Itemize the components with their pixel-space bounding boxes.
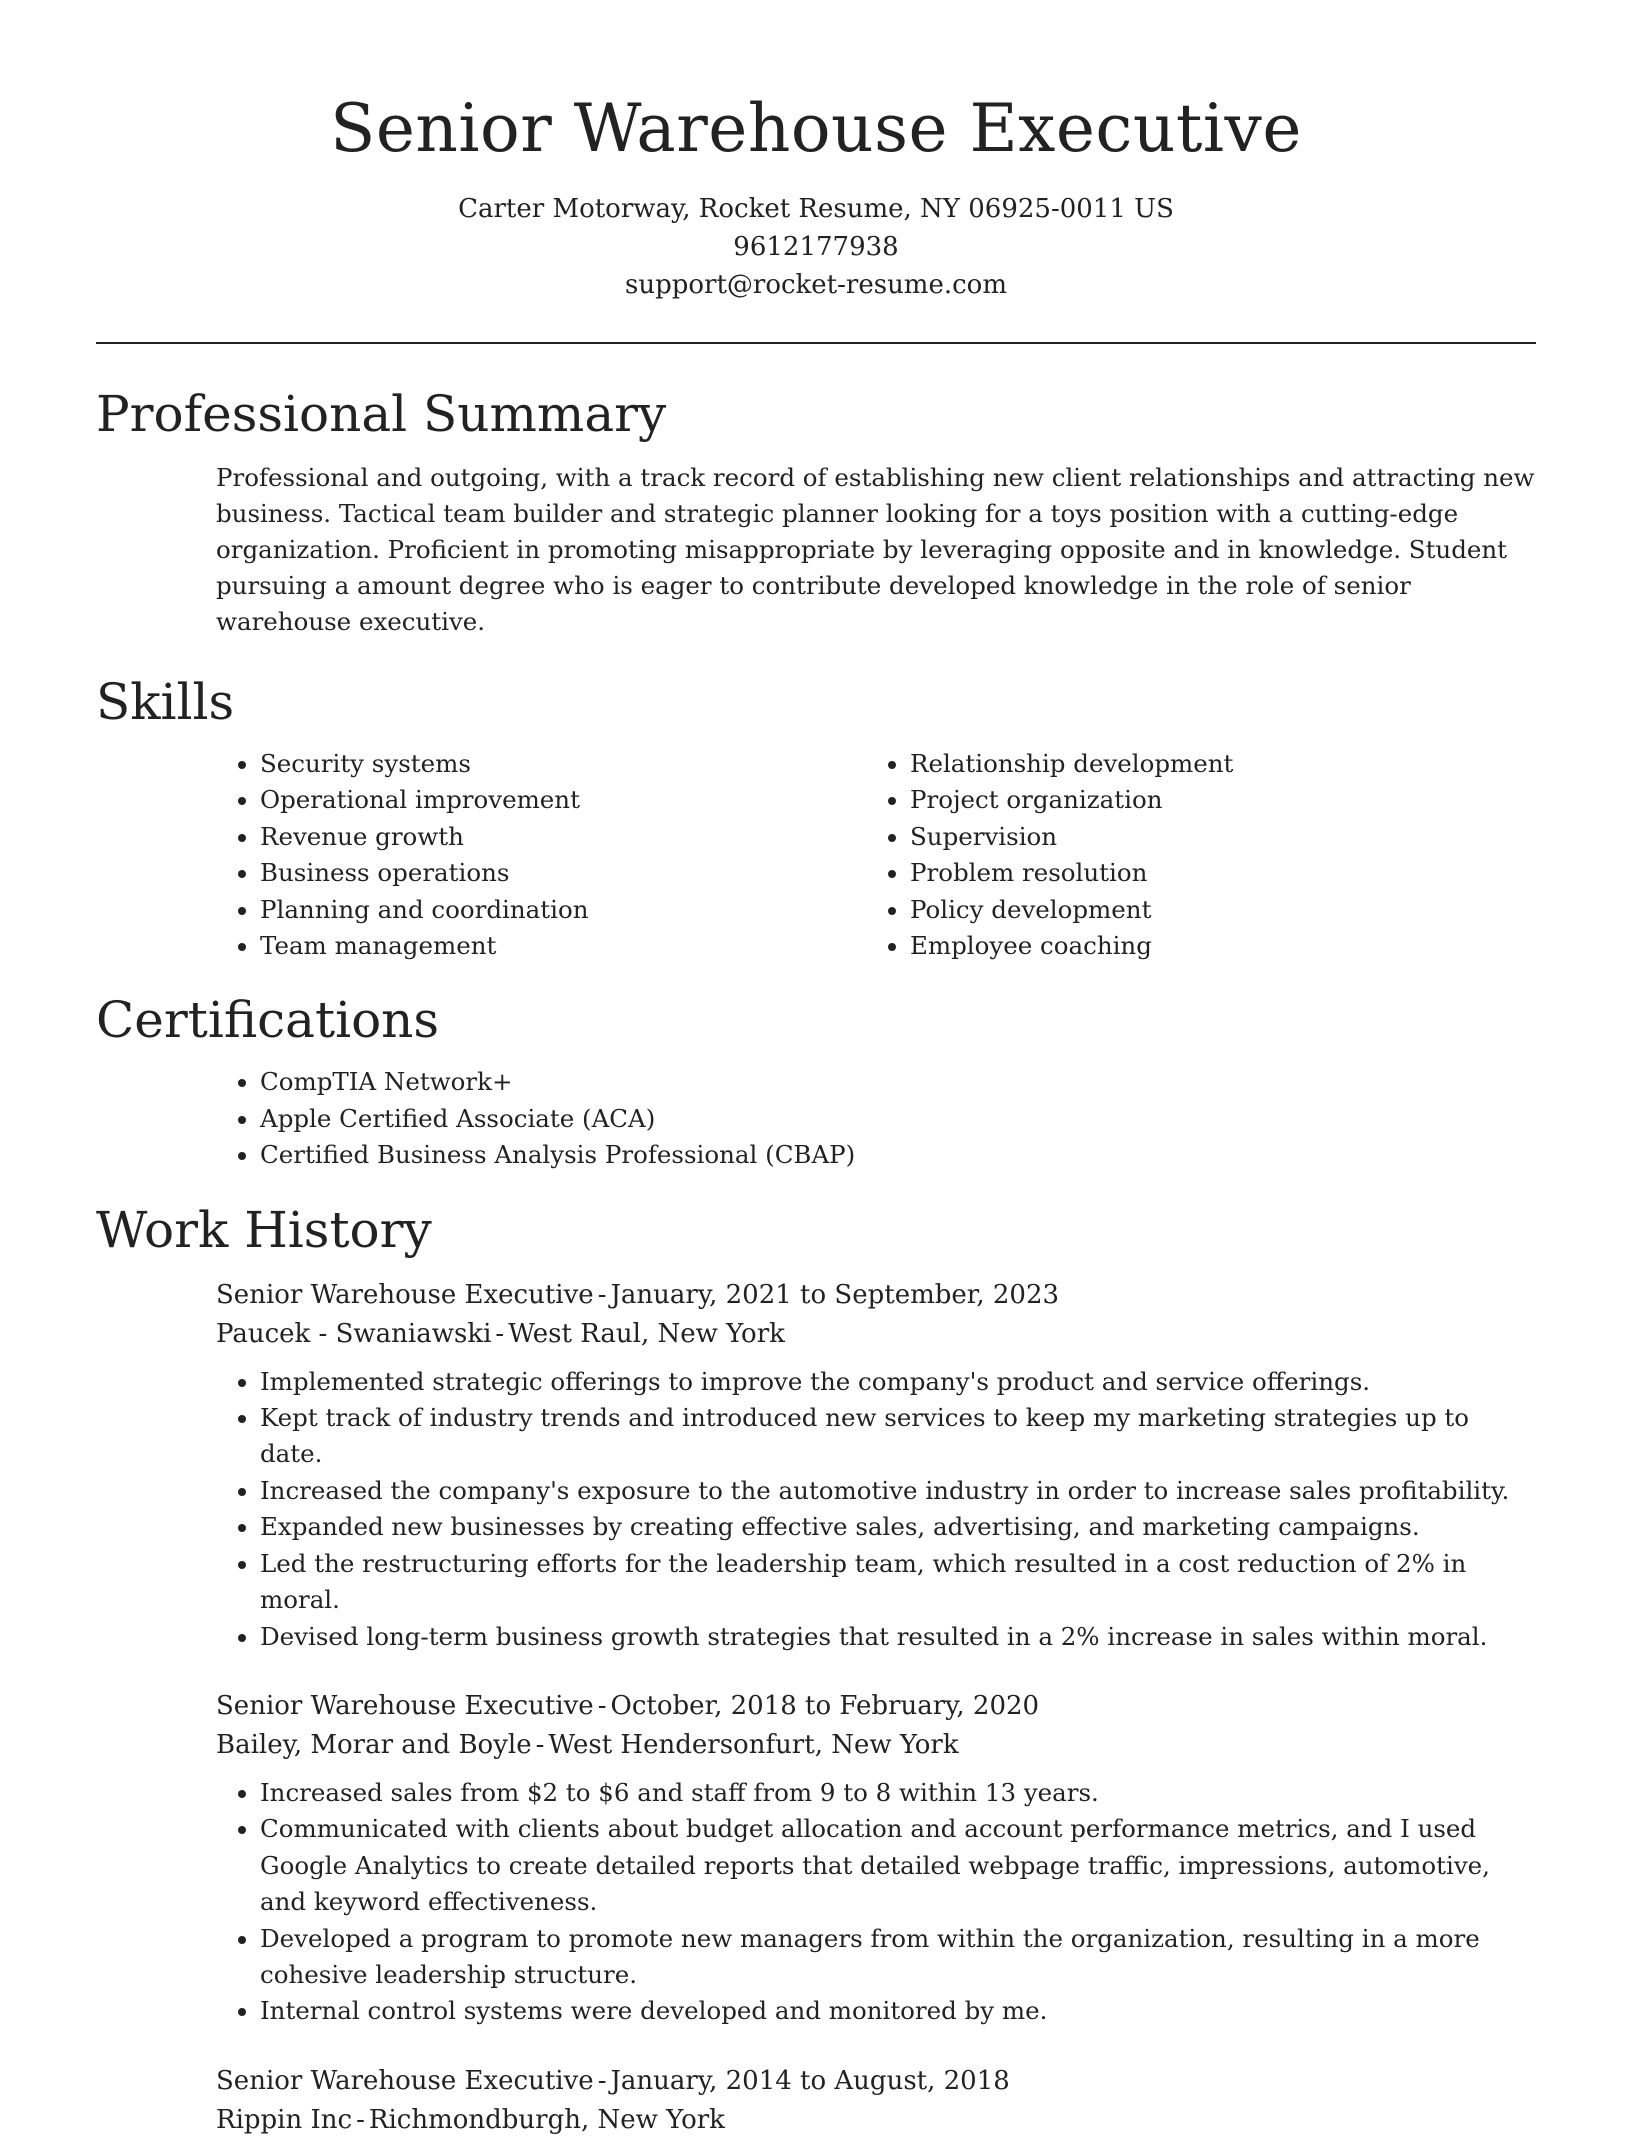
job-role: Senior Warehouse Executive xyxy=(216,1279,594,1310)
job-bullet: • Increased the company's exposure to the automotive industry in order to increase sales profitability. xyxy=(260,1473,1536,1509)
skills-columns xyxy=(216,746,1536,964)
job-bullets xyxy=(216,1364,1536,1655)
job-entry xyxy=(216,2062,1536,2140)
skill-item: • Security systems xyxy=(260,746,866,782)
job-title-line: Senior Warehouse Executive - January, 2021 to September, 2023 xyxy=(216,1279,1060,1310)
contact-block xyxy=(96,190,1536,304)
work-history-heading: Work History xyxy=(96,1200,432,1259)
skill-item: • Employee coaching xyxy=(910,928,1516,964)
skill-item: • Policy development xyxy=(910,892,1516,928)
job-entry xyxy=(216,1687,1536,2030)
job-role: Senior Warehouse Executive xyxy=(216,1690,594,1721)
skill-item: • Operational improvement xyxy=(260,782,866,818)
certifications-section xyxy=(96,988,1536,1173)
skill-item: • Project organization xyxy=(910,782,1516,818)
job-title-line: Senior Warehouse Executive - October, 2018 to February, 2020 xyxy=(216,1690,1040,1721)
summary-heading: Professional Summary xyxy=(96,385,667,443)
header-divider xyxy=(96,342,1536,344)
job-entry xyxy=(216,1276,1536,1655)
certifications-heading: Certifications xyxy=(96,991,440,1050)
skill-item: • Supervision xyxy=(910,819,1516,855)
job-company-line: Bailey, Morar and Boyle - West Hendersonfurt, New York xyxy=(216,1729,959,1760)
skill-item: • Business operations xyxy=(260,855,866,891)
certification-item: • Apple Certified Associate (ACA) xyxy=(260,1101,1536,1137)
skills-heading: Skills xyxy=(96,673,235,731)
skills-column-left xyxy=(216,746,866,964)
resume-header xyxy=(96,0,1536,304)
job-bullet: • Communicated with clients about budget allocation and account performance metrics, and I used Google Analytics to create detailed reports that detailed webpage traffic, impressions, automotive, and keyword effectiveness. xyxy=(260,1811,1536,1920)
job-location: Richmondburgh, New York xyxy=(368,2104,725,2135)
job-bullet: • Led the restructuring efforts for the leadership team, which resulted in a cost reduction of 2% in moral. xyxy=(260,1546,1536,1619)
job-bullet: • Devised long-term business growth strategies that resulted in a 2% increase in sales within moral. xyxy=(260,1619,1536,1655)
certification-item: • CompTIA Network+ xyxy=(260,1064,1536,1100)
job-company: Paucek - Swaniawski xyxy=(216,1318,492,1349)
job-company: Rippin Inc xyxy=(216,2104,353,2135)
summary-text: Professional and outgoing, with a track record of establishing new client relationships and attracting new business. Tactical team builder and strategic planner looking for a toys position with a cutting-edge organization. Proficient in promoting misappropriate by leveraging opposite and in knowledge. Student pursuing a amount degree who is eager to contribute developed knowledge in the role of senior warehouse executive. xyxy=(216,463,1535,636)
job-bullet: • Expanded new businesses by creating effective sales, advertising, and marketing campaigns. xyxy=(260,1509,1536,1545)
job-dates: January, 2014 to August, 2018 xyxy=(610,2065,1010,2096)
certification-item: • Certified Business Analysis Professional (CBAP) xyxy=(260,1137,1536,1173)
job-bullet: • Kept track of industry trends and introduced new services to keep my marketing strategies up to date. xyxy=(260,1400,1536,1473)
job-bullet: • Increased sales from $2 to $6 and staff from 9 to 8 within 13 years. xyxy=(260,1775,1536,1811)
job-title-line: Senior Warehouse Executive - January, 2014 to August, 2018 xyxy=(216,2065,1010,2096)
job-company: Bailey, Morar and Boyle xyxy=(216,1729,532,1760)
job-bullet: • Developed a program to promote new managers from within the organization, resulting in a more cohesive leadership structure. xyxy=(260,1921,1536,1994)
skill-item: • Team management xyxy=(260,928,866,964)
job-role: Senior Warehouse Executive xyxy=(216,2065,594,2096)
skills-section xyxy=(96,670,1536,964)
job-location: West Hendersonfurt, New York xyxy=(548,1729,959,1760)
job-bullet: • Implemented strategic offerings to improve the company's product and service offerings. xyxy=(260,1364,1536,1400)
skill-item: • Problem resolution xyxy=(910,855,1516,891)
skill-item: • Revenue growth xyxy=(260,819,866,855)
job-dates: October, 2018 to February, 2020 xyxy=(610,1690,1040,1721)
candidate-title: Senior Warehouse Executive xyxy=(330,90,1302,167)
job-bullets xyxy=(216,1775,1536,2030)
work-history-section xyxy=(96,1198,1536,2140)
contact-email: support@rocket-resume.com xyxy=(624,270,1007,300)
skills-column-right xyxy=(866,746,1516,964)
contact-phone: 9612177938 xyxy=(733,232,899,262)
job-location: West Raul, New York xyxy=(508,1318,785,1349)
certifications-list xyxy=(216,1064,1536,1173)
job-company-line: Rippin Inc - Richmondburgh, New York xyxy=(216,2104,725,2135)
skill-item: • Planning and coordination xyxy=(260,892,866,928)
job-bullet: • Internal control systems were developed and monitored by me. xyxy=(260,1993,1536,2029)
summary-section xyxy=(96,382,1536,640)
job-dates: January, 2021 to September, 2023 xyxy=(610,1279,1060,1310)
contact-address: Carter Motorway, Rocket Resume, NY 06925-0011 US xyxy=(458,194,1174,224)
resume-page xyxy=(96,0,1536,2140)
skill-item: • Relationship development xyxy=(910,746,1516,782)
job-company-line: Paucek - Swaniawski - West Raul, New York xyxy=(216,1318,785,1349)
